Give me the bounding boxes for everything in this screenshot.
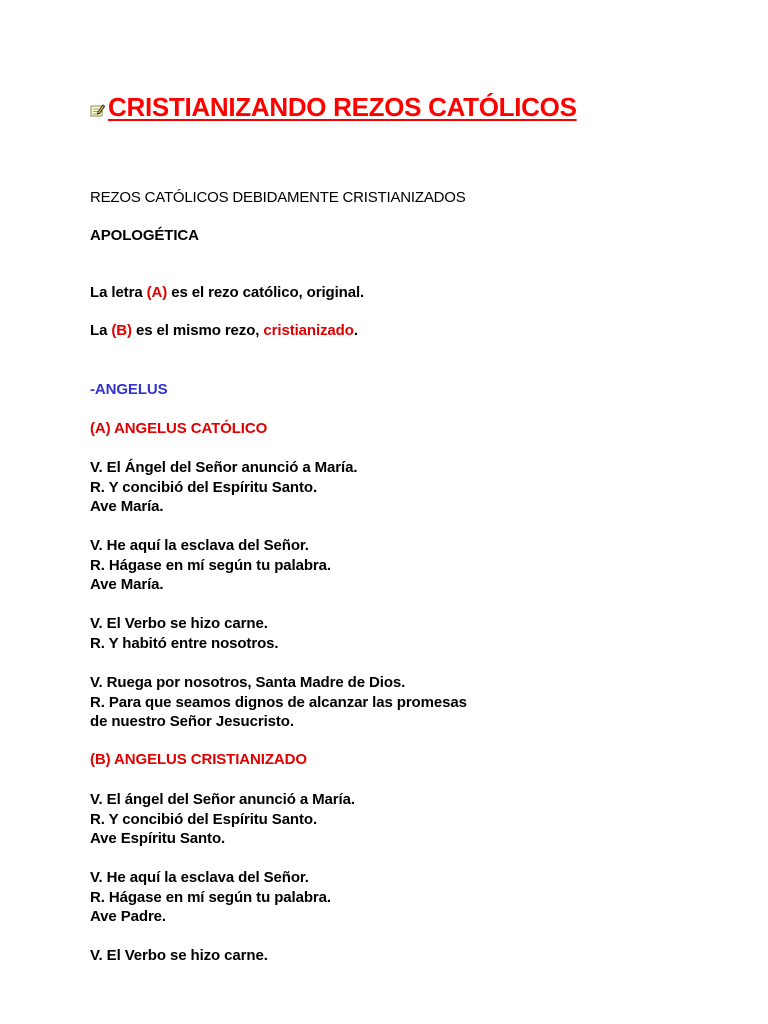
part-a-stanza-3 (90, 614, 278, 653)
response-line: R. Y concibió del Espíritu Santo. (90, 810, 318, 828)
legend-b-prefix: La (90, 322, 112, 339)
verse-line: V. He aquí la esclava del Señor. (90, 537, 309, 554)
part-b-stanza-3 (90, 946, 268, 966)
part-a-stanza-2 (90, 536, 331, 595)
part-a-stanza-4 (90, 673, 467, 732)
part-a-stanza-1 (90, 458, 357, 517)
verse-line: V. Ruega por nosotros, Santa Madre de Dios. (90, 674, 406, 691)
response-line: R. Y concibió del Espíritu Santo. (90, 478, 318, 496)
legend-a-marker: (A) (146, 284, 168, 301)
ave-line: Ave Espíritu Santo. (90, 830, 226, 847)
ave-line: Ave Padre. (90, 908, 166, 925)
legend-b-suffix: . (353, 322, 358, 339)
legend-b-marker: (B) (111, 322, 132, 339)
response-line: R. Hágase en mí según tu palabra. (90, 556, 331, 574)
document-pencil-icon (90, 103, 105, 118)
verse-line: V. El Verbo se hizo carne. (90, 947, 268, 964)
ave-line: Ave María. (90, 498, 164, 515)
part-a-heading: (A) ANGELUS CATÓLICO (90, 420, 268, 437)
response-line: R. Y habitó entre nosotros. (90, 634, 279, 652)
part-b-heading: (B) ANGELUS CRISTIANIZADO (90, 751, 307, 768)
verse-line: V. El ángel del Señor anunció a María. (90, 791, 355, 808)
legend-b-middle: es el mismo rezo, (131, 322, 264, 339)
part-b-stanza-1 (90, 790, 355, 849)
ave-line: Ave María. (90, 576, 164, 593)
verse-line: V. He aquí la esclava del Señor. (90, 869, 309, 886)
legend-b-highlight: cristianizado (263, 322, 354, 339)
response-continuation-line: de nuestro Señor Jesucristo. (90, 713, 294, 730)
response-line: R. Hágase en mí según tu palabra. (90, 888, 331, 906)
category-label: APOLOGÉTICA (90, 227, 199, 244)
legend-a-prefix: La letra (90, 284, 147, 301)
page-title[interactable]: CRISTIANIZANDO REZOS CATÓLICOS (108, 91, 577, 122)
legend-b (90, 322, 358, 339)
verse-line: V. El Ángel del Señor anunció a María. (90, 459, 358, 476)
title-row (90, 90, 577, 124)
response-line: R. Para que seamos dignos de alcanzar las promesas (90, 693, 467, 711)
subtitle: REZOS CATÓLICOS DEBIDAMENTE CRISTIANIZADOS (90, 189, 466, 206)
legend-a (90, 284, 364, 301)
part-b-stanza-2 (90, 868, 331, 927)
legend-a-suffix: es el rezo católico, original. (167, 284, 365, 301)
verse-line: V. El Verbo se hizo carne. (90, 615, 268, 632)
section-heading-angelus: -ANGELUS (90, 381, 168, 398)
